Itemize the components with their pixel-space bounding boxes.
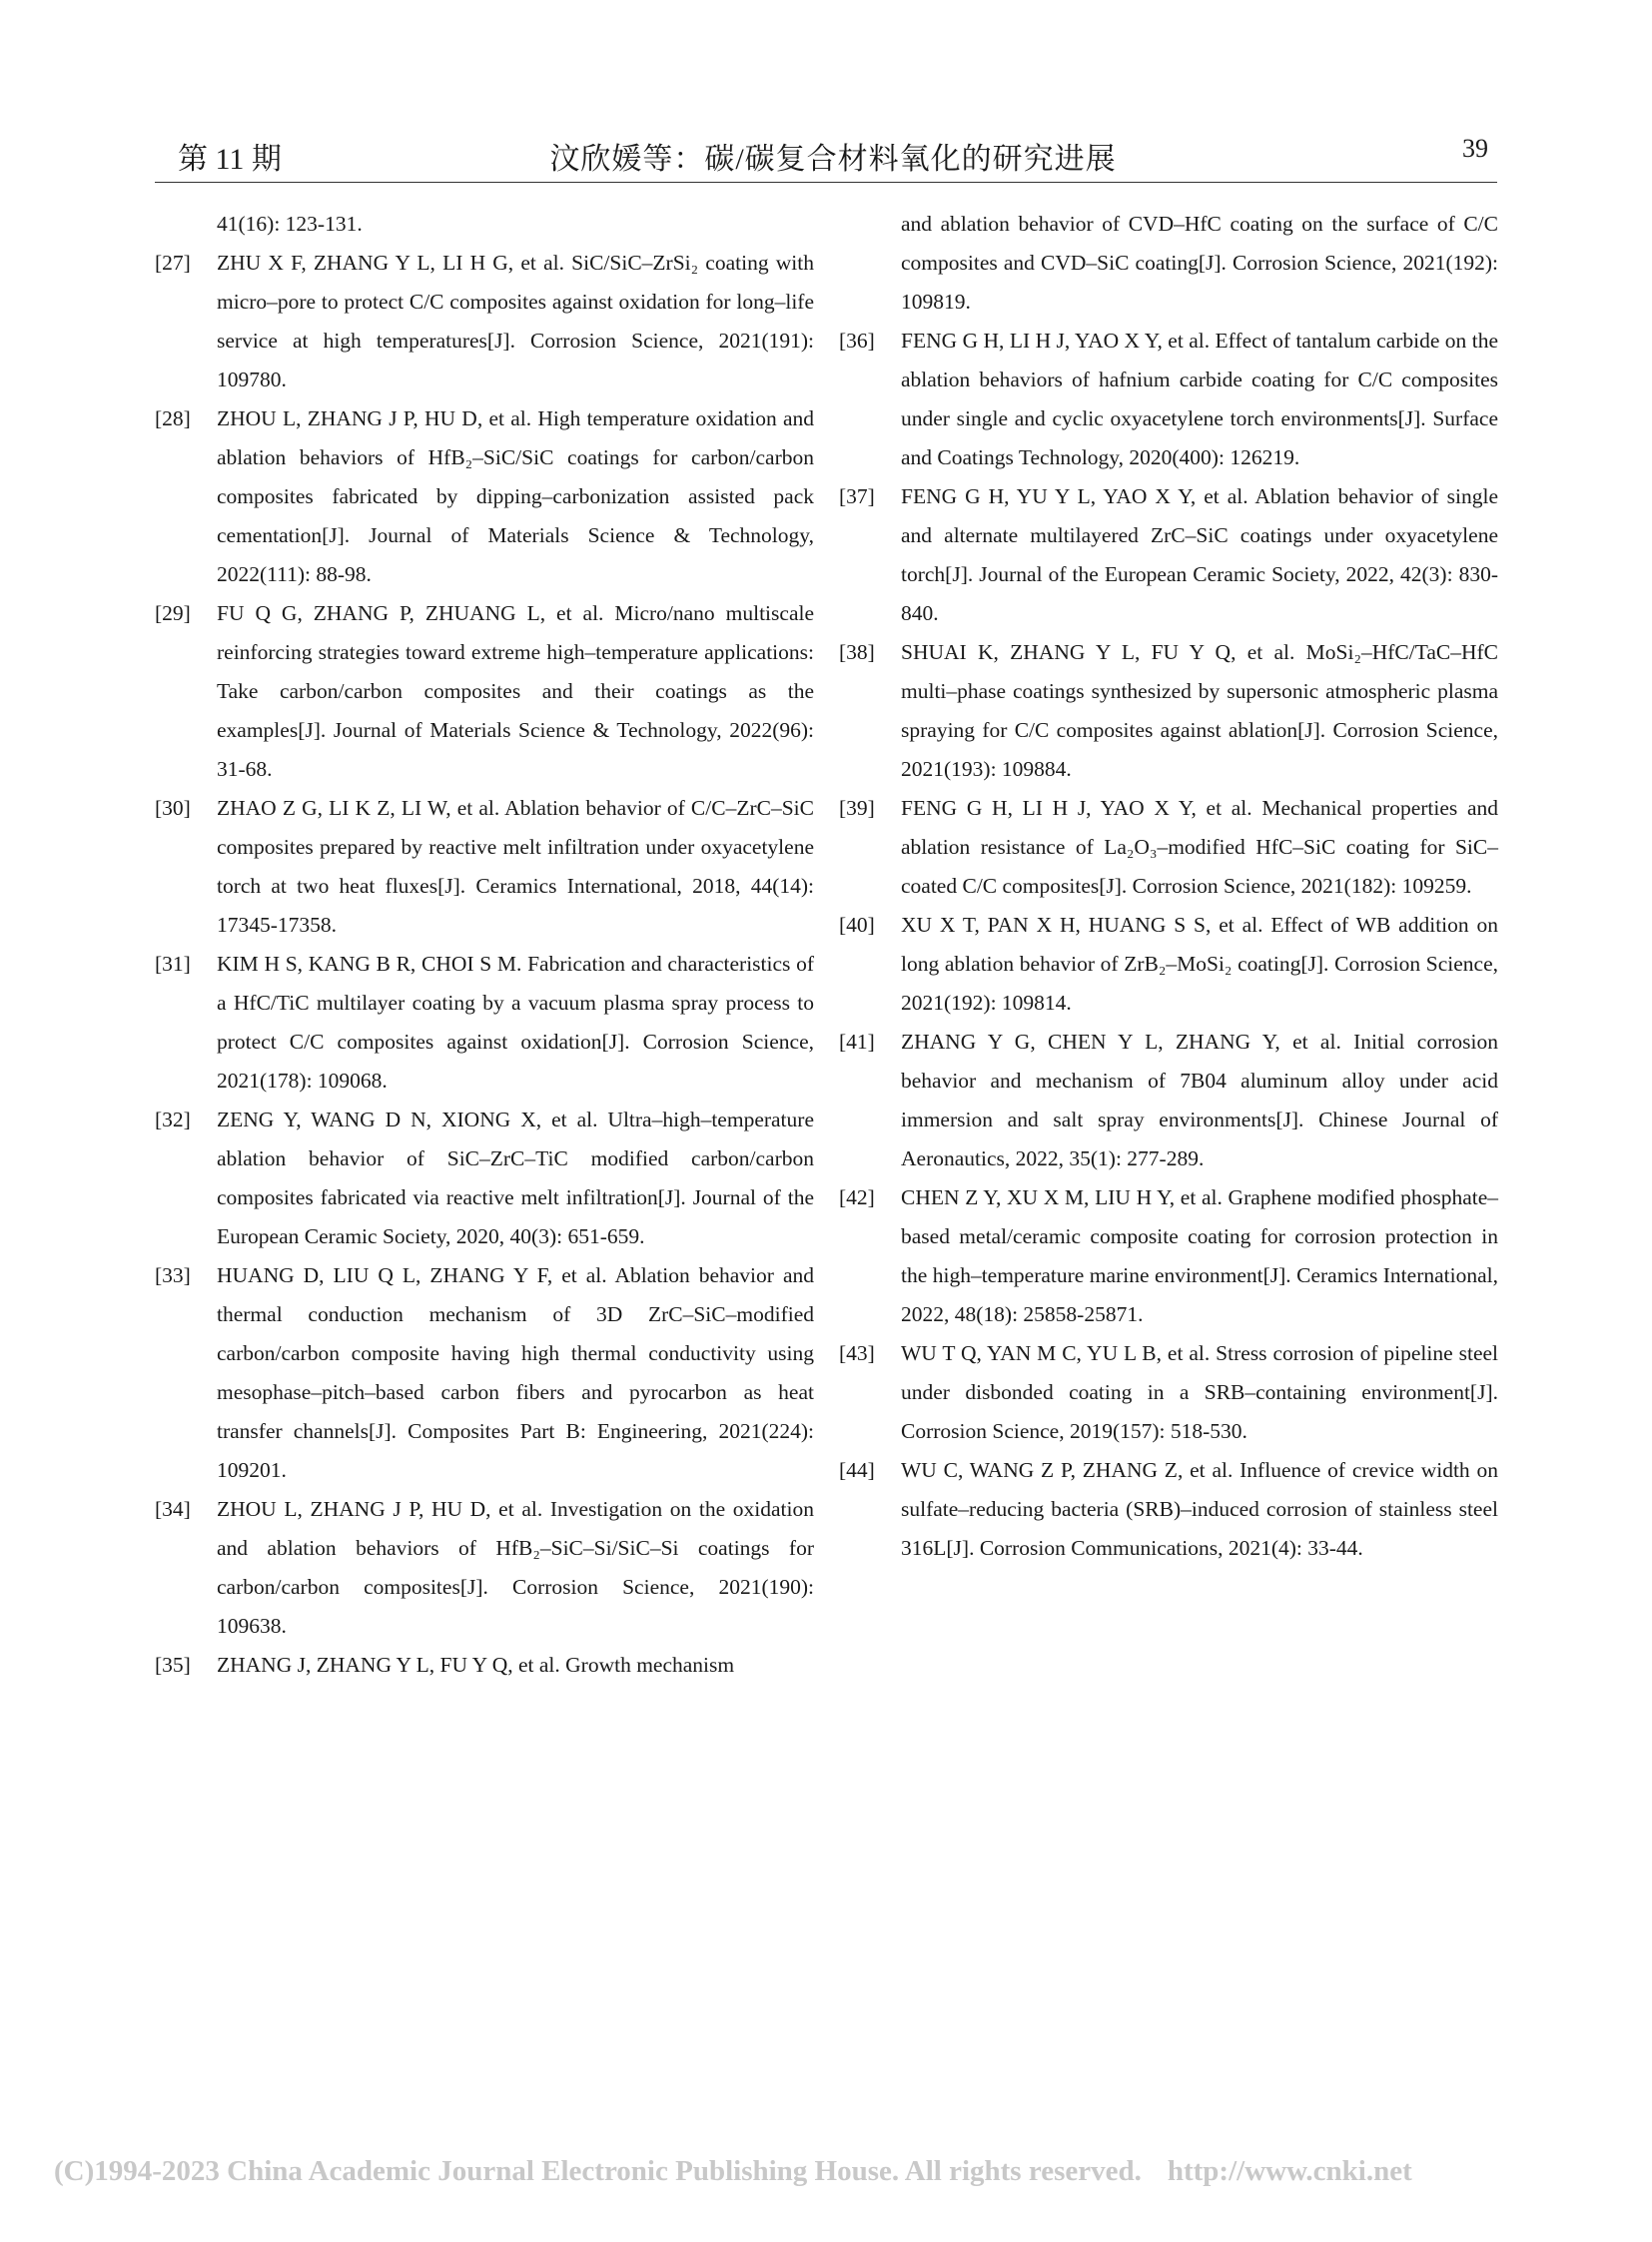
reference-text: ZHOU L, ZHANG J P, HU D, et al. Investigation on the oxidation and ablation behaviors of HfB₂–SiC–Si/SiC–Si coatings for carbon/carbon composites[J]. Corrosion Science, 2021(190): 109638. — [217, 1497, 814, 1638]
reference-number: [33] — [155, 1263, 191, 1287]
reference-number: [39] — [839, 796, 875, 820]
reference-item — [155, 244, 814, 399]
reference-text: ZENG Y, WANG D N, XIONG X, et al. Ultra–high–temperature ablation behavior of SiC–ZrC–TiC modified carbon/carbon composites fabricated via reactive melt infiltration[J]. Journal of the European Ceramic Society, 2020, 40(3): 651-659. — [217, 1108, 814, 1248]
copyright-footer — [54, 2155, 1412, 2188]
reference-text: SHUAI K, ZHANG Y L, FU Y Q, et al. MoSi₂–HfC/TaC–HfC multi–phase coatings synthesized by supersonic atmospheric plasma spraying for C/C composites against ablation[J]. Corrosion Science, 2021(193): 109884. — [901, 640, 1498, 781]
reference-text: ZHANG J, ZHANG Y L, FU Y Q, et al. Growth mechanism — [217, 1653, 735, 1677]
reference-item — [155, 1646, 814, 1685]
reference-item — [839, 906, 1498, 1023]
reference-item — [155, 1256, 814, 1490]
reference-number: [27] — [155, 251, 191, 275]
reference-text: ZHAO Z G, LI K Z, LI W, et al. Ablation behavior of C/C–ZrC–SiC composites prepared by reactive melt infiltration under oxyacetylene torch at two heat fluxes[J]. Ceramics International, 2018, 44(14): 17345-17358. — [217, 796, 814, 937]
reference-item — [839, 789, 1498, 906]
reference-text: FENG G H, YU Y L, YAO X Y, et al. Ablation behavior of single and alternate multilayered ZrC–SiC coatings under oxyacetylene torch[J]. Journal of the European Ceramic Society, 2022, 42(3): 830-840. — [901, 484, 1498, 625]
reference-text: WU C, WANG Z P, ZHANG Z, et al. Influence of crevice width on sulfate–reducing bacteria (SRB)–induced corrosion of stainless steel 316L[J]. Corrosion Communications, 2021(4): 33-44. — [901, 1458, 1498, 1560]
reference-item — [839, 1451, 1498, 1568]
running-header — [178, 128, 1488, 180]
reference-text: FENG G H, LI H J, YAO X Y, et al. Effect of tantalum carbide on the ablation behaviors of hafnium carbide coating for C/C composites under single and cyclic oxyacetylene torch environments[J]. Surface and Coatings Technology, 2020(400): 126219. — [901, 329, 1498, 469]
reference-text: ZHOU L, ZHANG J P, HU D, et al. High temperature oxidation and ablation behaviors of HfB₂–SiC/SiC coatings for carbon/carbon composites fabricated by dipping–carbonization assisted pack cementation[J]. Journal of Materials Science & Technology, 2022(111): 88-98. — [217, 406, 814, 586]
reference-text: WU T Q, YAN M C, YU L B, et al. Stress corrosion of pipeline steel under disbonded coating in a SRB–containing environment[J]. Corrosion Science, 2019(157): 518-530. — [901, 1341, 1498, 1443]
reference-item — [155, 399, 814, 594]
reference-item — [155, 594, 814, 789]
running-title: 汶欣媛等：碳/碳复合材料氧化的研究进展 — [549, 143, 1117, 176]
reference-item — [155, 945, 814, 1101]
reference-text: FENG G H, LI H J, YAO X Y, et al. Mechanical properties and ablation resistance of La₂O₃–modified HfC–SiC coating for SiC–coated C/C composites[J]. Corrosion Science, 2021(182): 109259. — [901, 796, 1498, 898]
reference-number: [35] — [155, 1653, 191, 1677]
reference-text: XU X T, PAN X H, HUANG S S, et al. Effect of WB addition on long ablation behavior of ZrB₂–MoSi₂ coating[J]. Corrosion Science, 2021(192): 109814. — [901, 913, 1498, 1015]
reference-text: ZHU X F, ZHANG Y L, LI H G, et al. SiC/SiC–ZrSi₂ coating with micro–pore to protect C/C composites against oxidation for long–life service at high temperatures[J]. Corrosion Science, 2021(191): 109780. — [217, 251, 814, 391]
footer-url[interactable]: http://www.cnki.net — [1167, 2155, 1412, 2187]
reference-item — [839, 322, 1498, 477]
reference-continuation: 41(16): 123-131. — [217, 212, 363, 236]
reference-item — [839, 633, 1498, 789]
reference-number: [32] — [155, 1108, 191, 1131]
right-column — [839, 205, 1498, 1568]
issue-label: 第 11 期 — [178, 143, 282, 176]
reference-item — [839, 477, 1498, 633]
reference-number: [36] — [839, 329, 875, 353]
reference-number: [37] — [839, 484, 875, 508]
reference-item — [155, 1490, 814, 1646]
reference-item — [839, 1334, 1498, 1451]
reference-number: [29] — [155, 601, 191, 625]
reference-number: [43] — [839, 1341, 875, 1365]
reference-number: [40] — [839, 913, 875, 937]
reference-number: [44] — [839, 1458, 875, 1482]
reference-number: [31] — [155, 952, 191, 976]
reference-number: [34] — [155, 1497, 191, 1521]
reference-text: ZHANG Y G, CHEN Y L, ZHANG Y, et al. Initial corrosion behavior and mechanism of 7B04 aluminum alloy under acid immersion and salt spray environments[J]. Chinese Journal of Aeronautics, 2022, 35(1): 277-289. — [901, 1030, 1498, 1170]
reference-text: CHEN Z Y, XU X M, LIU H Y, et al. Graphene modified phosphate–based metal/ceramic composite coating for corrosion protection in the high–temperature marine environment[J]. Ceramics International, 2022, 48(18): 25858-25871. — [901, 1185, 1498, 1326]
reference-item — [155, 789, 814, 945]
reference-text: FU Q G, ZHANG P, ZHUANG L, et al. Micro/nano multiscale reinforcing strategies toward extreme high–temperature applications: Take carbon/carbon composites and their coatings as the examples[J]. Journal of Materials Science & Technology, 2022(96): 31-68. — [217, 601, 814, 781]
page-number: 39 — [1462, 134, 1488, 163]
reference-text: KIM H S, KANG B R, CHOI S M. Fabrication and characteristics of a HfC/TiC multilayer coating by a vacuum plasma spray process to protect C/C composites against oxidation[J]. Corrosion Science, 2021(178): 109068. — [217, 952, 814, 1093]
copyright-text: (C)1994-2023 China Academic Journal Electronic Publishing House. All rights reserved. — [54, 2155, 1142, 2187]
reference-item — [155, 1101, 814, 1256]
reference-text: HUANG D, LIU Q L, ZHANG Y F, et al. Ablation behavior and thermal conduction mechanism of 3D ZrC–SiC–modified carbon/carbon composite having high thermal conductivity using mesophase–pitch–based carbon fibers and pyrocarbon as heat transfer channels[J]. Composites Part B: Engineering, 2021(224): 109201. — [217, 1263, 814, 1482]
reference-number: [38] — [839, 640, 875, 664]
left-column — [155, 205, 814, 1685]
reference-continuation: and ablation behavior of CVD–HfC coating on the surface of C/C composites and CVD–SiC coating[J]. Corrosion Science, 2021(192): 109819. — [901, 212, 1498, 314]
reference-item — [839, 1023, 1498, 1178]
reference-number: [28] — [155, 406, 191, 430]
reference-item — [839, 1178, 1498, 1334]
reference-number: [30] — [155, 796, 191, 820]
reference-number: [42] — [839, 1185, 875, 1209]
header-rule — [155, 182, 1497, 183]
reference-number: [41] — [839, 1030, 875, 1054]
